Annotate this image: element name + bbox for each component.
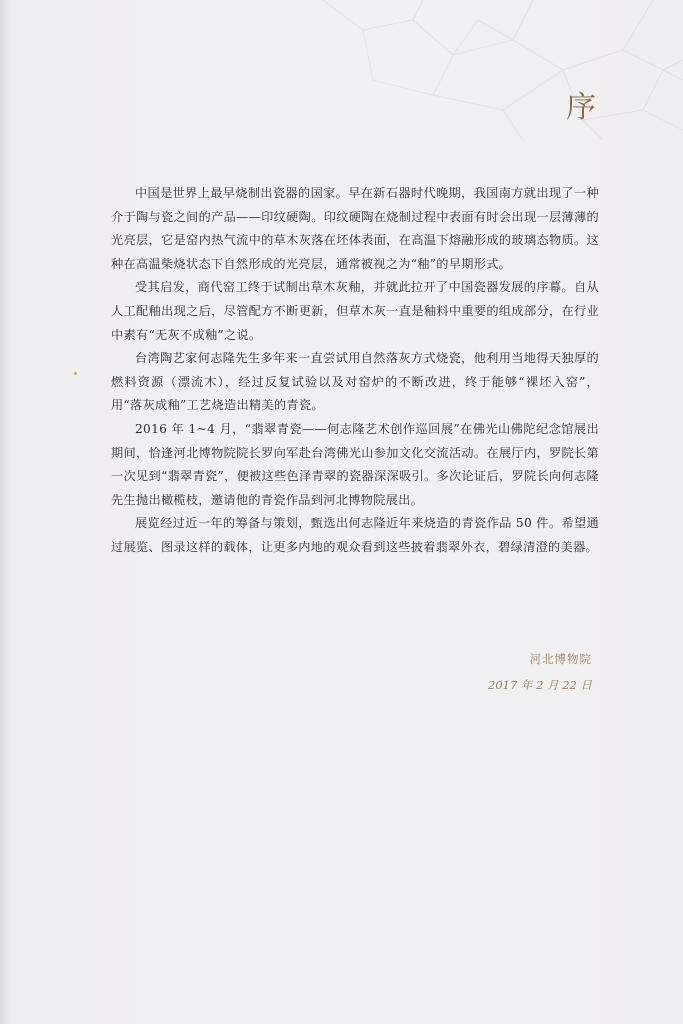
signature-organization: 河北博物院	[529, 652, 592, 666]
paragraph-1: 中国是世界上最早烧制出瓷器的国家。早在新石器时代晚期，我国南方就出现了一种介于陶与瓷之间的产品——印纹硬陶。印纹硬陶在烧制过程中表面有时会出现一层薄薄的光亮层，它是窑内热气流中的草木灰落在坯体表面，在高温下熔融形成的玻璃态物质。这种在高温柴烧状态下自然形成的光亮层，通常被视之为“釉”的早期形式。	[111, 186, 599, 271]
paragraph-2: 受其启发，商代窑工终于试制出草木灰釉，并就此拉开了中国瓷器发展的序幕。自从人工配釉出现之后，尽管配方不断更新，但草木灰一直是釉料中重要的组成部分，在行业中素有“无灰不成釉”之说。	[111, 280, 599, 342]
preface-body	[111, 182, 599, 560]
crackle-texture	[303, 0, 683, 140]
paragraph-4: 2016 年 1~4 月，“翡翠青瓷——何志隆艺术创作巡回展”在佛光山佛陀纪念馆展出期间，恰逢河北博物院院长罗向军赴台湾佛光山参加文化交流活动。在展厅内，罗院长第一次见到“翡翠青瓷”，便被这些色泽青翠的瓷器深深吸引。多次论证后，罗院长向何志隆先生抛出橄榄枝，邀请他的青瓷作品到河北博物院展出。	[111, 421, 599, 507]
spine-shadow	[0, 0, 10, 1024]
page-title: 序	[566, 90, 597, 125]
paragraph-3: 台湾陶艺家何志隆先生多年来一直尝试用自然落灰方式烧瓷，他利用当地得天独厚的燃料资源（漂流木），经过反复试验以及对窑炉的不断改进，终于能够“裸坯入窑”，用“落灰成釉”工艺烧造出精美的青瓷。	[111, 351, 599, 413]
paragraph-5: 展览经过近一年的筹备与策划，甄选出何志隆近年来烧造的青瓷作品 50 件。希望通过展览、图录这样的载体，让更多内地的观众看到这些披着翡翠外衣，碧绿清澄的美器。	[111, 516, 599, 554]
paper-speck	[74, 372, 77, 375]
signature-date: 2017 年 2 月 22 日	[488, 678, 592, 692]
